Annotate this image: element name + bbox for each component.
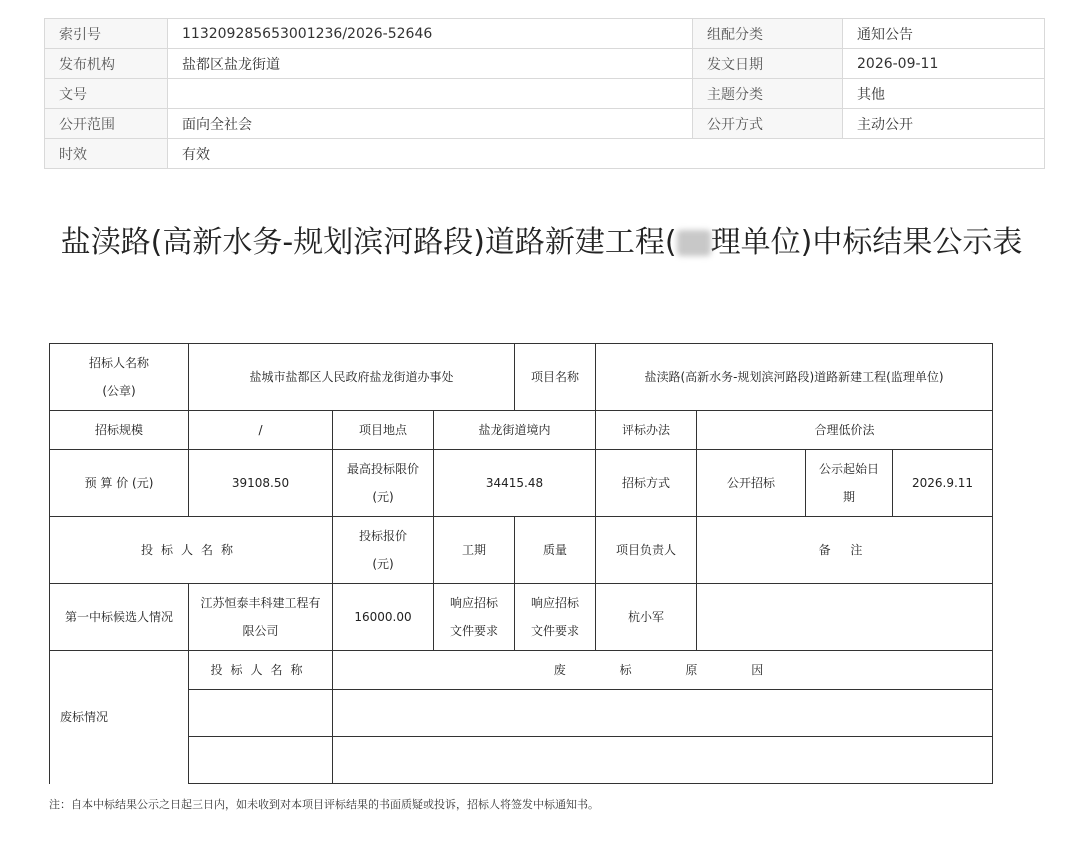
budget-label: 预 算 价 (元) — [50, 450, 189, 517]
meta-value-publisher: 盐都区盐龙街道 — [168, 49, 693, 79]
header-quality: 质量 — [515, 517, 596, 584]
header-remark: 备 注 — [697, 517, 993, 584]
header-manager: 项目负责人 — [596, 517, 697, 584]
table-row — [50, 651, 993, 690]
meta-row — [45, 139, 1045, 169]
table-row — [50, 584, 993, 651]
title-part-2: 理单位)中标结果公示表 — [710, 225, 1023, 260]
eval-label: 评标办法 — [596, 411, 697, 450]
footer-note: 注：自本中标结果公示之日起三日内，如未收到对本项目评标结果的书面质疑或投诉，招标人将签发中标通知书。 — [49, 798, 599, 811]
first-candidate-period-line-2: 文件要求 — [450, 624, 499, 638]
meta-key-scope: 公开范围 — [45, 109, 168, 139]
meta-value-docno — [168, 79, 693, 109]
meta-row — [45, 79, 1045, 109]
invalid-bidder-cell — [189, 737, 333, 784]
first-candidate-remark — [697, 584, 993, 651]
first-candidate-bidder-line-2: 限公司 — [242, 624, 279, 638]
max-price-label-line-2: (元) — [372, 490, 394, 504]
first-candidate-manager: 杭小军 — [596, 584, 697, 651]
table-row — [50, 450, 993, 517]
first-candidate-label: 第一中标候选人情况 — [50, 584, 189, 651]
method-label: 招标方式 — [596, 450, 697, 517]
meta-key-docno: 文号 — [45, 79, 168, 109]
header-bid-price-line-2: (元) — [372, 557, 394, 571]
invalid-reason-header: 废 标 原 因 — [333, 651, 993, 690]
meta-value-scope: 面向全社会 — [168, 109, 693, 139]
meta-key-mode: 公开方式 — [693, 109, 843, 139]
meta-key-category: 组配分类 — [693, 19, 843, 49]
page-title — [40, 222, 1043, 264]
meta-value-category: 通知公告 — [843, 19, 1045, 49]
meta-key-validity: 时效 — [45, 139, 168, 169]
meta-value-index: 113209285653001236/2026-52646 — [168, 19, 693, 49]
first-candidate-bidder-line-1: 江苏恒泰丰科建工程有 — [200, 596, 321, 610]
max-price-value: 34415.48 — [434, 450, 596, 517]
scale-label: 招标规模 — [50, 411, 189, 450]
meta-key-index: 索引号 — [45, 19, 168, 49]
table-row — [50, 344, 993, 411]
start-date-label — [806, 450, 893, 517]
first-candidate-bidder — [189, 584, 333, 651]
table-row — [50, 411, 993, 450]
table-row — [50, 737, 993, 784]
budget-value: 39108.50 — [189, 450, 333, 517]
max-price-label — [333, 450, 434, 517]
header-bidder-name: 投标人名称 — [50, 517, 333, 584]
redacted-mark — [677, 230, 711, 256]
invalid-bidder-cell — [189, 690, 333, 737]
tenderer-label — [50, 344, 189, 411]
project-name-label: 项目名称 — [515, 344, 596, 411]
location-value: 盐龙街道境内 — [434, 411, 596, 450]
tenderer-value: 盐城市盐都区人民政府盐龙街道办事处 — [189, 344, 515, 411]
meta-row — [45, 109, 1045, 139]
meta-key-date: 发文日期 — [693, 49, 843, 79]
start-date-value: 2026.9.11 — [893, 450, 993, 517]
meta-row — [45, 19, 1045, 49]
max-price-label-line-1: 最高投标限价 — [346, 462, 419, 476]
table-row — [50, 517, 993, 584]
bid-result-table — [49, 343, 993, 784]
start-date-label-line-2: 期 — [843, 490, 856, 504]
header-bid-price — [333, 517, 434, 584]
eval-value: 合理低价法 — [697, 411, 993, 450]
invalid-reason-cell — [333, 737, 993, 784]
first-candidate-period — [434, 584, 515, 651]
document-meta-table — [44, 18, 1045, 169]
first-candidate-quality — [515, 584, 596, 651]
meta-key-publisher: 发布机构 — [45, 49, 168, 79]
header-bid-price-line-1: 投标报价 — [358, 529, 407, 543]
meta-value-topic: 其他 — [843, 79, 1045, 109]
location-label: 项目地点 — [333, 411, 434, 450]
invalid-bid-label: 废标情况 — [50, 651, 189, 784]
first-candidate-price: 16000.00 — [333, 584, 434, 651]
tenderer-label-line-2: (公章) — [102, 384, 136, 398]
meta-value-mode: 主动公开 — [843, 109, 1045, 139]
start-date-label-line-1: 公示起始日 — [819, 462, 880, 476]
invalid-bidder-header: 投标人名称 — [189, 651, 333, 690]
first-candidate-quality-line-1: 响应招标 — [531, 596, 580, 610]
meta-value-validity: 有效 — [168, 139, 1045, 169]
title-part-1: 盐渎路(高新水务-规划滨河路段)道路新建工程( — [60, 225, 677, 260]
meta-row — [45, 49, 1045, 79]
project-name-value: 盐渎路(高新水务-规划滨河路段)道路新建工程(监理单位) — [596, 344, 993, 411]
meta-value-date: 2026-09-11 — [843, 49, 1045, 79]
header-period: 工期 — [434, 517, 515, 584]
first-candidate-quality-line-2: 文件要求 — [531, 624, 580, 638]
method-value: 公开招标 — [697, 450, 806, 517]
invalid-reason-cell — [333, 690, 993, 737]
meta-key-topic: 主题分类 — [693, 79, 843, 109]
table-row — [50, 690, 993, 737]
first-candidate-period-line-1: 响应招标 — [450, 596, 499, 610]
scale-value: / — [189, 411, 333, 450]
tenderer-label-line-1: 招标人名称 — [88, 356, 149, 370]
